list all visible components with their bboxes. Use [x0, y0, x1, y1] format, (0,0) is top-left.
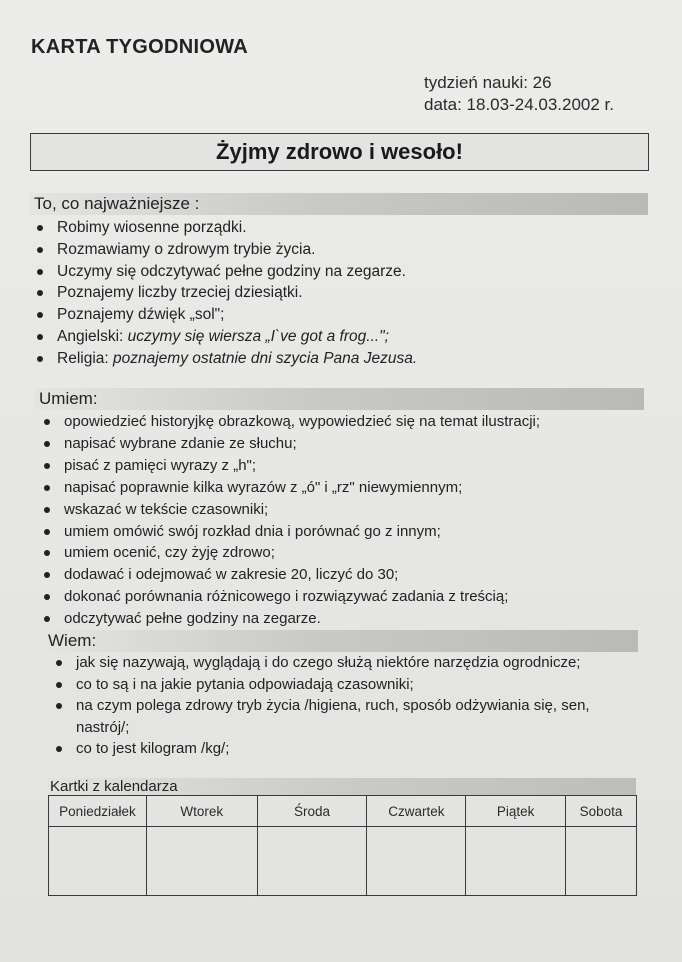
list-item: dokonać porównania różnicowego i rozwiązywać zadania z treścią; [40, 586, 540, 608]
document-title: KARTA TYGODNIOWA [31, 36, 249, 58]
list-item: pisać z pamięci wyrazy z „h"; [40, 455, 540, 477]
week-info [424, 72, 614, 116]
theme-banner: Żyjmy zdrowo i wesoło! [30, 133, 649, 171]
list-item: napisać wybrane zdanie ze słuchu; [40, 433, 540, 455]
calendar-cell-tuesday [146, 827, 257, 896]
list-item: wskazać w tekście czasowniki; [40, 499, 540, 521]
calendar-header: Kartki z kalendarza [48, 778, 636, 796]
list-item: odczytywać pełne godziny na zegarze. [40, 608, 540, 630]
day-header-saturday: Sobota [566, 796, 637, 827]
calendar-day-headers [49, 796, 637, 827]
list-item: Robimy wiosenne porządki. [33, 217, 417, 239]
date-range: data: 18.03-24.03.2002 r. [424, 95, 614, 114]
calendar-cell-wednesday [257, 827, 367, 896]
day-header-thursday: Czwartek [367, 796, 466, 827]
list-item: napisać poprawnie kilka wyrazów z „ó" i „rz" niewymiennym; [40, 477, 540, 499]
list-item: Religia: poznajemy ostatnie dni szycia Pana Jezusa. [33, 348, 417, 370]
most-important-list [33, 217, 417, 370]
list-item: Poznajemy liczby trzeciej dziesiątki. [33, 282, 417, 304]
list-item: jak się nazywają, wyglądają i do czego służą niektóre narzędzia ogrodnicze; [52, 652, 637, 674]
i-know-list [52, 652, 637, 760]
list-item: na czym polega zdrowy tryb życia /higiena, ruch, sposób odżywiania się, sen, nastrój/; [52, 695, 637, 738]
list-item: co to są i na jakie pytania odpowiadają czasowniki; [52, 674, 637, 696]
calendar-cell-thursday [367, 827, 466, 896]
week-number: tydzień nauki: 26 [424, 73, 552, 92]
list-item: co to jest kilogram /kg/; [52, 738, 637, 760]
day-header-friday: Piątek [466, 796, 566, 827]
calendar-empty-row [49, 827, 637, 896]
list-item: Poznajemy dźwięk „sol"; [33, 304, 417, 326]
list-item: Uczymy się odczytywać pełne godziny na zegarze. [33, 261, 417, 283]
section-header-most-important: To, co najważniejsze : [30, 193, 648, 215]
calendar-cell-monday [49, 827, 147, 896]
list-item: umiem omówić swój rozkład dnia i porównać go z innym; [40, 521, 540, 543]
list-item: umiem ocenić, czy żyję zdrowo; [40, 542, 540, 564]
list-item: opowiedzieć historyjkę obrazkową, wypowiedzieć się na temat ilustracji; [40, 411, 540, 433]
list-item: Angielski: uczymy się wiersza „I`ve got a frog..."; [33, 326, 417, 348]
day-header-wednesday: Środa [257, 796, 367, 827]
calendar-cell-saturday [566, 827, 637, 896]
list-item: Rozmawiamy o zdrowym trybie życia. [33, 239, 417, 261]
list-item: dodawać i odejmować w zakresie 20, liczyć do 30; [40, 564, 540, 586]
day-header-monday: Poniedziałek [49, 796, 147, 827]
day-header-tuesday: Wtorek [146, 796, 257, 827]
section-header-i-can: Umiem: [35, 388, 644, 410]
calendar-cell-friday [466, 827, 566, 896]
calendar-table [48, 795, 637, 896]
section-header-i-know: Wiem: [44, 630, 638, 652]
i-can-list [40, 411, 540, 630]
